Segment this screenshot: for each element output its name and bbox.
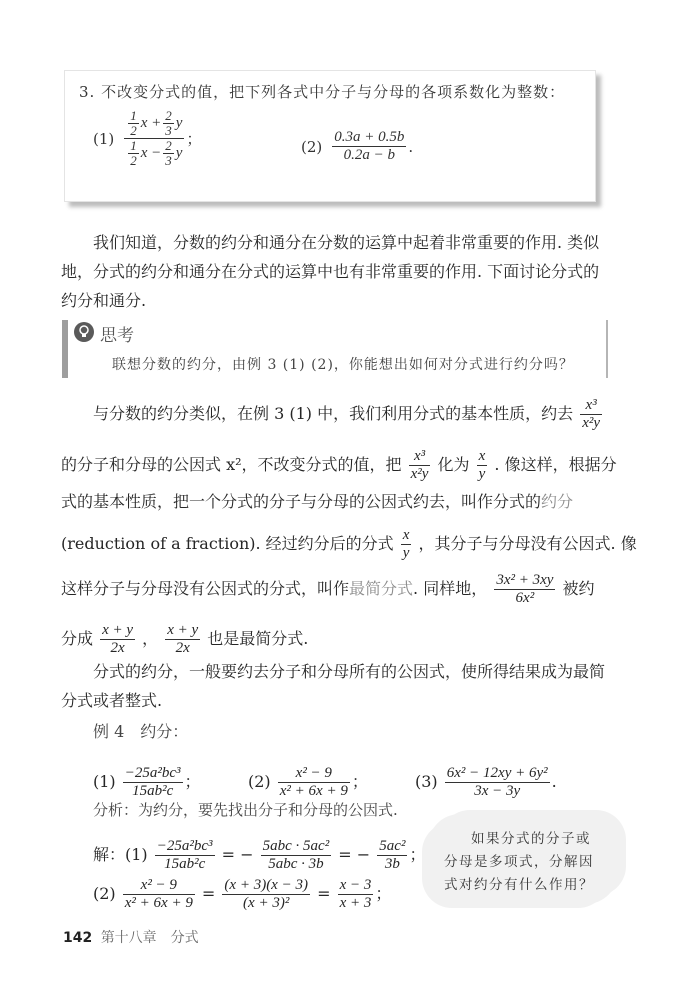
example4-title: 例 4 约分： (93, 722, 189, 741)
body-line-6: 分成 $\frac{x + y}{2x}$ ， $\frac{x + y}{2x}$ 也是最简分式. (61, 622, 309, 656)
hint-text: 如果分式的分子或分母是多项式，分解因式对约分有什么作用？ (444, 831, 594, 893)
page-footer (63, 927, 199, 947)
body-line-1: 与分数的约分类似，在例 3 (1) 中，我们利用分式的基本性质，约去 $\frac{\text{x³}}{\text{x²y}}$ (93, 397, 601, 431)
body-line-4: (reduction of a fraction). 经过约分后的分式 $\frac{x}{y}$ ，其分子与分母没有公因式. 像 (61, 527, 637, 561)
think-question: 联想分数的约分，由例 3 (1) (2)，你能想出如何对分式进行约分吗？ (112, 357, 574, 373)
exercise-title: 3. 不改变分式的值，把下列各式中分子与分母的各项系数化为整数： (79, 83, 566, 101)
think-left-bar (62, 320, 68, 378)
body-line-5: 这样分子与分母没有公因式的分式，叫作最简分式. 同样地， $\frac{\text{3x² + 3xy}}{\text{6x²}}$ 被约 (61, 572, 595, 606)
exercise-item-2: (2) $\frac{0.3a + 0.5b}{0.2a - b}$ . (301, 129, 414, 163)
key-term-simplest: 最简分式 (349, 579, 414, 598)
item-label: (1) (93, 129, 115, 148)
body-p2-line-1: 分式的约分，一般要约去分子和分母所有的公因式，使所得结果成为最简 (93, 662, 606, 681)
intro-line-2: 地，分式的约分和通分在分式的运算中也有非常重要的作用. 下面讨论分式的 (61, 262, 600, 281)
example4-item-2: (2) $\frac{\text{x² − 9}}{\text{x² + 6x + 9}}$ ； (248, 765, 368, 799)
fraction: $\frac{0.3a + 0.5b}{0.2a - b}$ (334, 129, 405, 163)
page-number: 142 (63, 930, 93, 946)
solution-1: 解：(1) $\frac{\text{−25a²bc³}}{\text{15ab²c}}$ = − $\frac{\text{5abc · 5ac²}}{\text{5abc · 3b}}$ = − $\frac{\text{5ac²}}{3b}$ ； (93, 838, 426, 872)
chapter-title: 第十八章 分式 (100, 930, 199, 946)
exercise-box (64, 70, 596, 202)
exercise-item-1: (1) $\frac{1}{2}$ x + $\frac{2}{3}$ y $\frac{1}{2}$ x − $\frac{2}{3}$ y ； (93, 108, 202, 168)
example4-item-1: (1) $\frac{\text{−25a²bc³}}{\text{15ab²c}}$ ； (93, 765, 201, 799)
think-box (62, 320, 608, 378)
analysis-text: 分析：为约分，要先找出分子和分母的公因式. (93, 801, 398, 819)
example4-item-3: (3) $\frac{\text{6x² − 12xy + 6y²}}{3x - 3y}$ . (415, 765, 557, 799)
solution-2: (2) $\frac{\text{x² − 9}}{\text{x² + 6x + 9}}$ = $\frac{(x + 3)(x - 3)}{\text{(x + 3)²}}$ = $\frac{x - 3}{x + 3}$ ； (93, 877, 392, 911)
body-p2-line-2: 分式或者整式. (61, 691, 163, 710)
hint-cloud-bubble (432, 818, 614, 900)
body-line-2: 的分子和分母的公因式 x²，不改变分式的值，把 $\frac{\text{x³}}{\text{x²y}}$ 化为 $\frac{x}{y}$ . 像这样，根据分 (61, 448, 617, 482)
item-label: (2) (301, 137, 323, 156)
intro-line-1: 我们知道，分数的约分和通分在分数的运算中起着非常重要的作用. 类似 (93, 233, 600, 252)
intro-line-3: 约分和通分. (61, 291, 147, 310)
compound-fraction: $\frac{1}{2}$ x + $\frac{2}{3}$ y $\frac{1}{2}$ x − $\frac{2}{3}$ y (124, 109, 184, 168)
think-title: 思考 (100, 326, 134, 346)
think-right-bar (606, 320, 608, 378)
body-line-3: 式的基本性质，把一个分式的分子与分母的公因式约去，叫作分式的约分 (61, 492, 574, 511)
lightbulb-icon (74, 322, 94, 342)
key-term-reduction: 约分 (541, 492, 574, 511)
